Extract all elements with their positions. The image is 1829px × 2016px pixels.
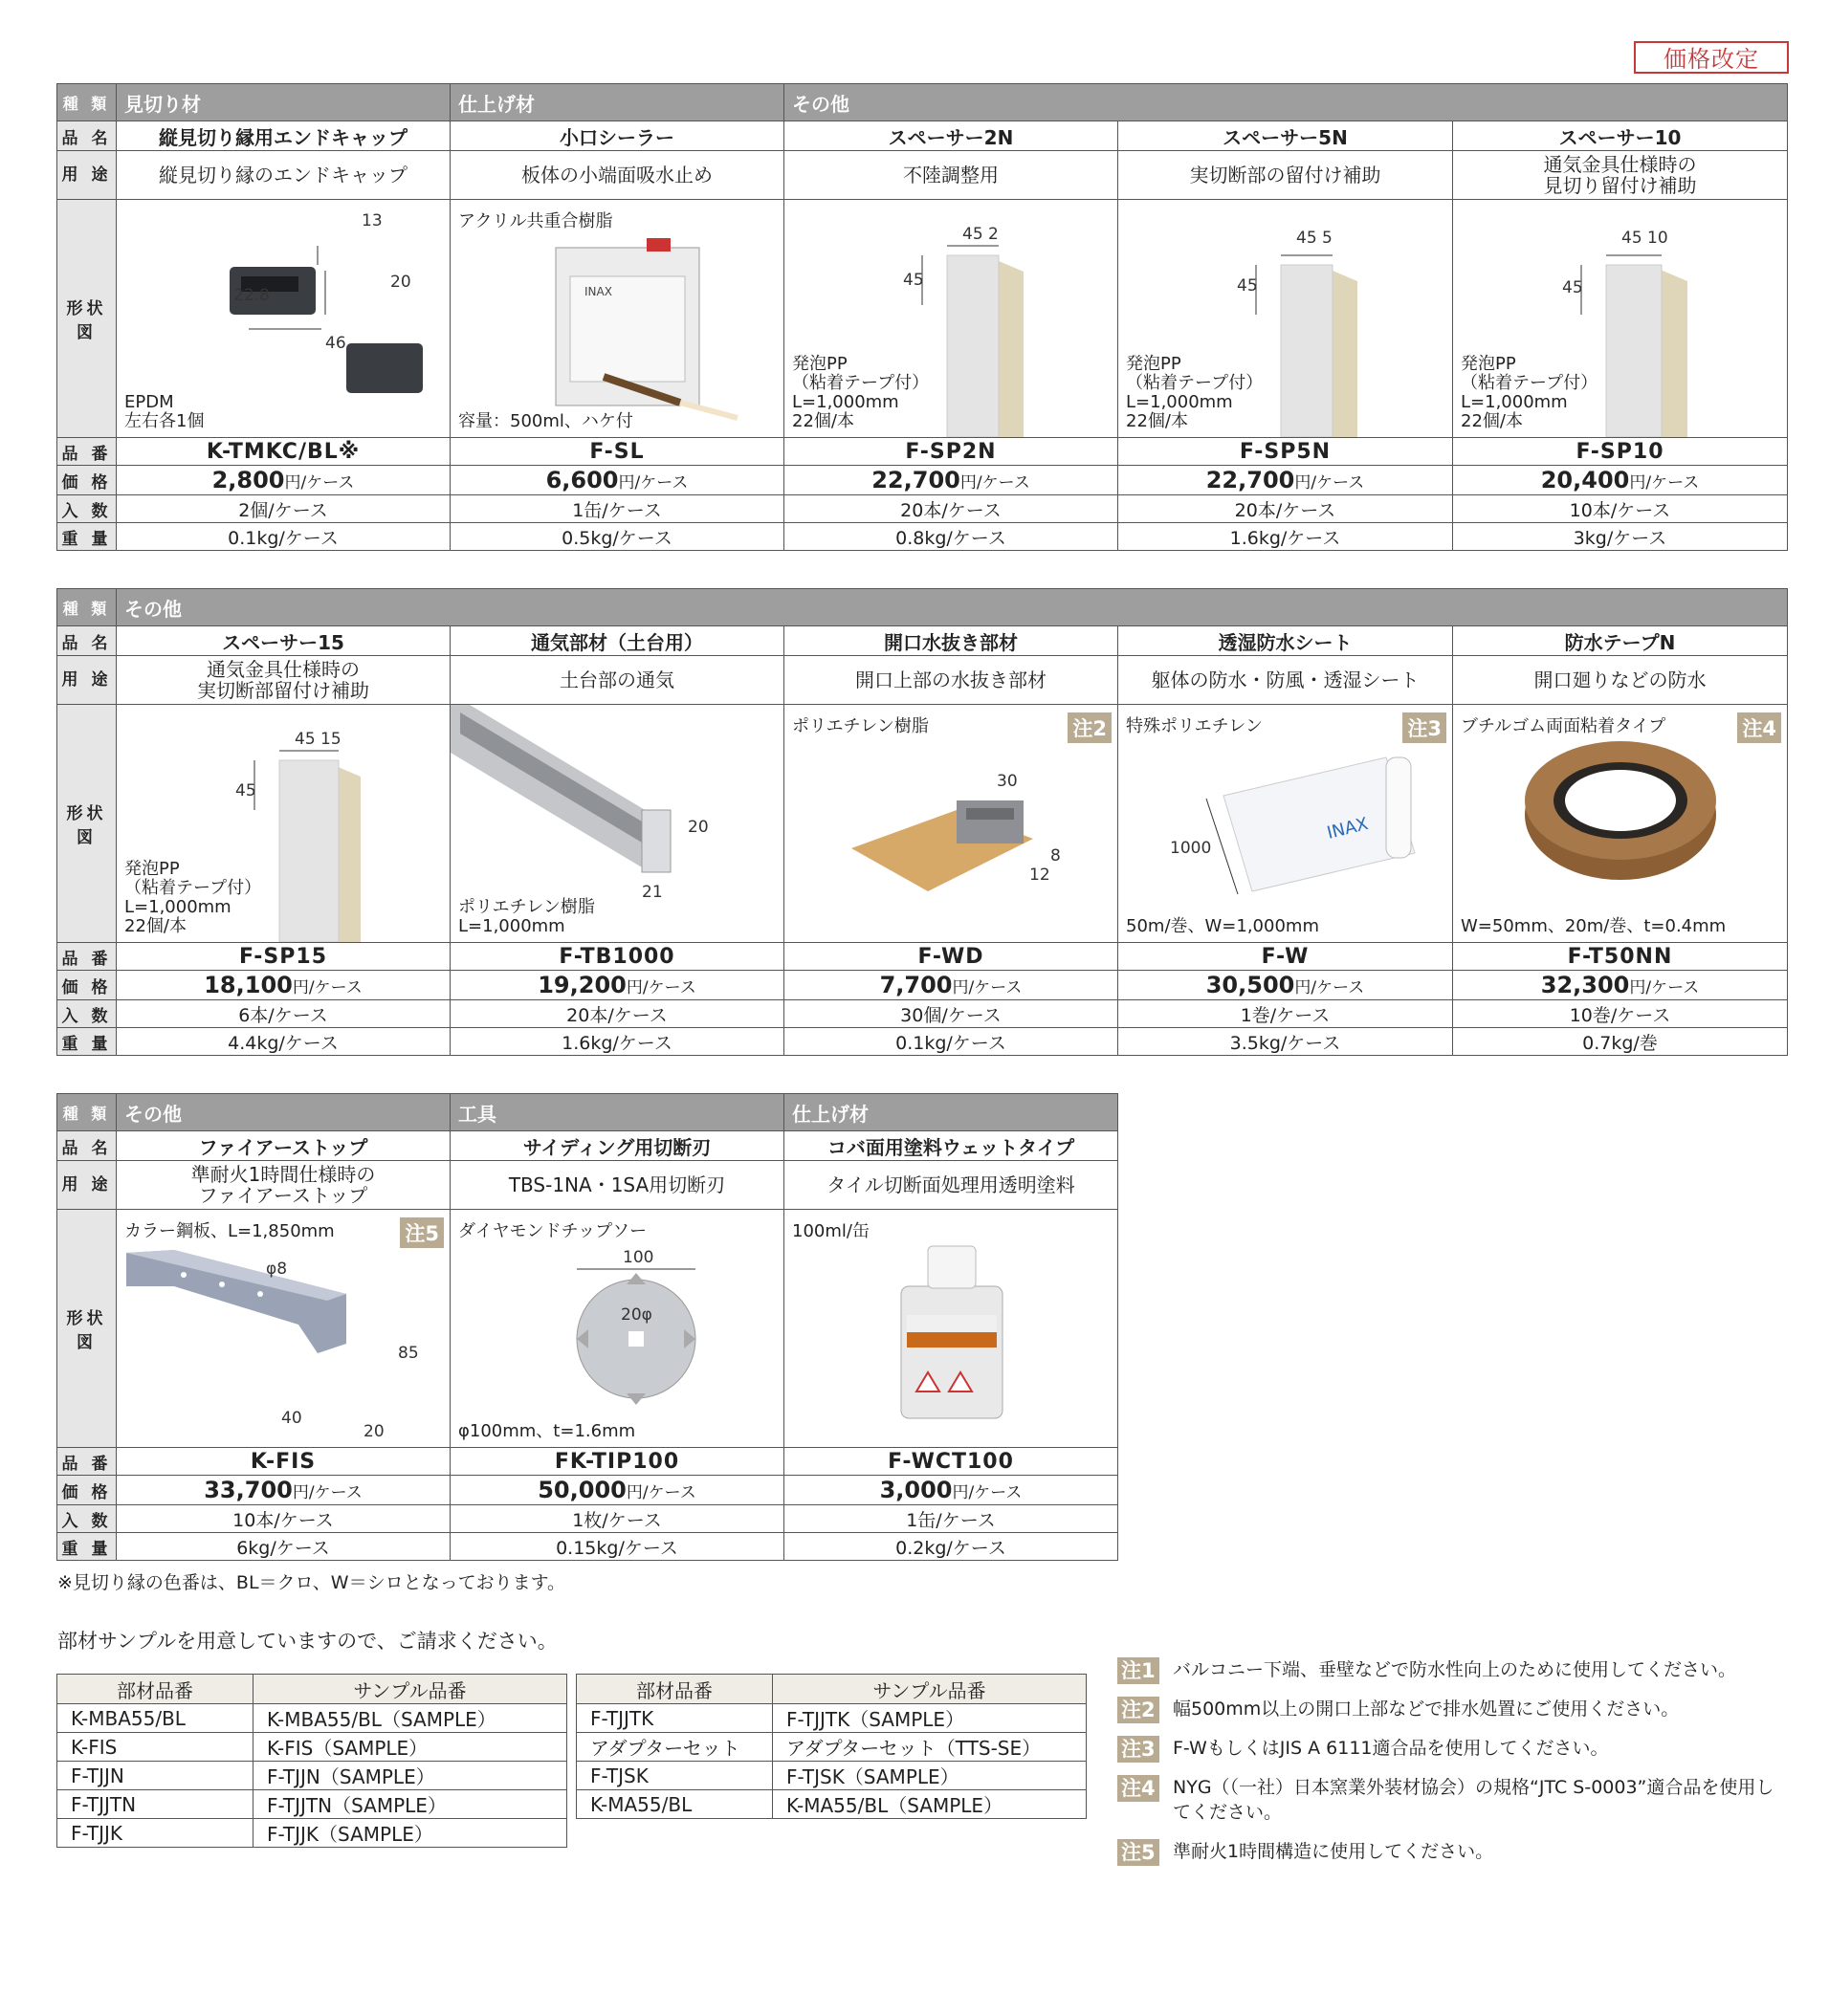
label-price: 価 格 bbox=[57, 971, 117, 1000]
product-qty: 1缶/ケース bbox=[784, 1505, 1118, 1533]
sample-section-title: 部材サンプルを用意していますので、ご請求ください。 bbox=[57, 1630, 558, 1653]
label-use: 用 途 bbox=[57, 1161, 117, 1210]
price-value: 6,600 bbox=[545, 467, 619, 493]
product-name: コバ面用塗料ウェットタイプ bbox=[784, 1131, 1118, 1161]
product-code: K-TMKC/BL※ bbox=[117, 438, 451, 466]
note-text: NYG（（一社）日本窯業外装材協会）の規格“JTC S-0003”適合品を使用してください。 bbox=[1173, 1777, 1774, 1823]
note-item bbox=[1117, 1697, 1787, 1721]
table-row bbox=[57, 1733, 567, 1762]
product-weight: 0.1kg/ケース bbox=[784, 1028, 1118, 1056]
product-name: 小口シーラー bbox=[451, 121, 784, 151]
label-weight: 重 量 bbox=[57, 1028, 117, 1056]
dim-label: 40 bbox=[281, 1409, 302, 1428]
product-note: アクリル共重合樹脂 bbox=[458, 211, 613, 231]
table-row bbox=[577, 1762, 1087, 1790]
note-item bbox=[1117, 1839, 1787, 1864]
note-text: バルコニー下端、垂壁などで防水性向上のために使用してください。 bbox=[1173, 1659, 1737, 1680]
product-code: F-TB1000 bbox=[451, 943, 784, 971]
note-item bbox=[1117, 1736, 1787, 1761]
product-price bbox=[451, 466, 784, 495]
price-value: 22,700 bbox=[1205, 467, 1295, 493]
product-name: スペーサー15 bbox=[117, 626, 451, 656]
note-tag: 注2 bbox=[1068, 712, 1112, 743]
product-weight: 1.6kg/ケース bbox=[451, 1028, 784, 1056]
product-use: 躯体の防水・防風・透湿シート bbox=[1118, 656, 1453, 705]
note-tag: 注1 bbox=[1117, 1657, 1159, 1684]
sealer-can-image bbox=[451, 200, 784, 437]
sample-number: F-TJJTN（SAMPLE） bbox=[253, 1790, 567, 1819]
product-use: タイル切断面処理用透明塗料 bbox=[784, 1161, 1118, 1210]
sample-number: K-MBA55/BL（SAMPLE） bbox=[253, 1704, 567, 1733]
shape-cell bbox=[1118, 200, 1453, 438]
header-part-number: 部材品番 bbox=[577, 1675, 773, 1704]
product-name: 縦見切り縁用エンドキャップ bbox=[117, 121, 451, 151]
label-weight: 重 量 bbox=[57, 1533, 117, 1561]
color-footnote: ※見切り縁の色番は、BL＝クロ、W＝シロとなっております。 bbox=[57, 1572, 566, 1593]
product-price bbox=[1453, 466, 1788, 495]
part-number: F-TJSK bbox=[577, 1762, 773, 1790]
note-tag: 注4 bbox=[1117, 1775, 1159, 1802]
label-use: 用 途 bbox=[57, 151, 117, 200]
price-value: 50,000 bbox=[538, 1477, 627, 1503]
label-type: 種 類 bbox=[57, 84, 117, 121]
sample-table-left bbox=[56, 1674, 567, 1848]
product-qty: 1缶/ケース bbox=[451, 495, 784, 523]
dim-label: 13 bbox=[362, 211, 383, 230]
product-note: 発泡PP （粘着テープ付） L=1,000mm 22個/本 bbox=[124, 859, 262, 936]
price-value: 19,200 bbox=[538, 972, 627, 998]
table-row bbox=[57, 1790, 567, 1819]
shape-cell bbox=[451, 1210, 784, 1448]
dim-label: 12 bbox=[1029, 866, 1050, 885]
type-cell: その他 bbox=[117, 589, 1788, 626]
note-text: 幅500mm以上の開口上部などで排水処置にご使用ください。 bbox=[1173, 1698, 1680, 1720]
product-use: 開口上部の水抜き部材 bbox=[784, 656, 1118, 705]
price-unit: 円/ケース bbox=[284, 473, 355, 493]
product-name: スペーサー2N bbox=[784, 121, 1118, 151]
product-code: F-SL bbox=[451, 438, 784, 466]
product-name: スペーサー5N bbox=[1118, 121, 1453, 151]
product-table-1 bbox=[56, 83, 1788, 551]
product-weight: 1.6kg/ケース bbox=[1118, 523, 1453, 551]
price-unit: 円/ケース bbox=[1294, 473, 1365, 493]
dim-label: 100 bbox=[623, 1248, 654, 1267]
product-note: 発泡PP （粘着テープ付） L=1,000mm 22個/本 bbox=[1126, 354, 1264, 431]
dim-label: 30 bbox=[997, 772, 1018, 791]
price-unit: 円/ケース bbox=[292, 978, 363, 997]
product-note: 発泡PP （粘着テープ付） L=1,000mm 22個/本 bbox=[1461, 354, 1598, 431]
label-code: 品 番 bbox=[57, 438, 117, 466]
product-price bbox=[117, 466, 451, 495]
label-qty: 入 数 bbox=[57, 1000, 117, 1028]
product-note: ブチルゴム両面粘着タイプ bbox=[1461, 716, 1666, 736]
price-value: 30,500 bbox=[1205, 972, 1295, 998]
product-qty: 20本/ケース bbox=[784, 495, 1118, 523]
product-note: ポリエチレン樹脂 bbox=[792, 716, 929, 736]
shape-cell bbox=[117, 200, 451, 438]
product-use: 不陸調整用 bbox=[784, 151, 1118, 200]
product-qty: 20本/ケース bbox=[1118, 495, 1453, 523]
product-note: ポリエチレン樹脂 L=1,000mm bbox=[458, 897, 595, 936]
note-text: 準耐火1時間構造に使用してください。 bbox=[1173, 1841, 1494, 1862]
dim-label: 45 bbox=[235, 781, 256, 800]
product-qty: 10巻/ケース bbox=[1453, 1000, 1788, 1028]
label-code: 品 番 bbox=[57, 943, 117, 971]
dim-label: 20φ bbox=[621, 1305, 652, 1325]
label-code: 品 番 bbox=[57, 1448, 117, 1476]
part-number: K-FIS bbox=[57, 1733, 253, 1762]
product-price bbox=[1118, 971, 1453, 1000]
note-text: F-WもしくはJIS A 6111適合品を使用してください。 bbox=[1173, 1738, 1609, 1759]
product-code: FK-TIP100 bbox=[451, 1448, 784, 1476]
price-value: 20,400 bbox=[1540, 467, 1630, 493]
dim-label: 20 bbox=[390, 273, 411, 292]
product-note: ダイヤモンドチップソー bbox=[458, 1221, 648, 1241]
product-price bbox=[784, 1476, 1118, 1505]
product-code: K-FIS bbox=[117, 1448, 451, 1476]
table-row bbox=[57, 1762, 567, 1790]
product-code: F-SP10 bbox=[1453, 438, 1788, 466]
label-shape: 形状図 bbox=[57, 200, 117, 438]
dim-label: 45 2 bbox=[962, 225, 999, 244]
sample-number: F-TJSK（SAMPLE） bbox=[773, 1762, 1087, 1790]
part-number: F-TJJN bbox=[57, 1762, 253, 1790]
product-weight: 4.4kg/ケース bbox=[117, 1028, 451, 1056]
part-number: アダプターセット bbox=[577, 1733, 773, 1762]
note-tag: 注5 bbox=[400, 1217, 444, 1248]
product-code: F-SP15 bbox=[117, 943, 451, 971]
price-unit: 円/ケース bbox=[952, 978, 1023, 997]
product-price bbox=[1118, 466, 1453, 495]
label-type: 種 類 bbox=[57, 1094, 117, 1131]
product-price bbox=[784, 971, 1118, 1000]
price-value: 32,300 bbox=[1540, 972, 1630, 998]
type-cell: 工具 bbox=[451, 1094, 784, 1131]
price-value: 18,100 bbox=[204, 972, 293, 998]
type-cell: その他 bbox=[784, 84, 1788, 121]
sample-number: F-TJJN（SAMPLE） bbox=[253, 1762, 567, 1790]
price-value: 7,700 bbox=[879, 972, 953, 998]
price-unit: 円/ケース bbox=[959, 473, 1030, 493]
price-unit: 円/ケース bbox=[952, 1483, 1023, 1502]
product-qty: 6本/ケース bbox=[117, 1000, 451, 1028]
product-qty: 10本/ケース bbox=[1453, 495, 1788, 523]
note-tag: 注3 bbox=[1402, 712, 1446, 743]
svg-text:INAX: INAX bbox=[584, 285, 612, 298]
sample-table-right bbox=[576, 1674, 1087, 1819]
paint-can-image bbox=[784, 1210, 1118, 1447]
price-value: 3,000 bbox=[879, 1477, 953, 1503]
product-weight: 0.7kg/巻 bbox=[1453, 1028, 1788, 1056]
product-price bbox=[117, 1476, 451, 1505]
product-name: 透湿防水シート bbox=[1118, 626, 1453, 656]
label-type: 種 類 bbox=[57, 589, 117, 626]
product-table-2 bbox=[56, 588, 1788, 1056]
product-table-3 bbox=[56, 1093, 1118, 1561]
note-item bbox=[1117, 1657, 1787, 1682]
label-price: 価 格 bbox=[57, 1476, 117, 1505]
type-cell: 仕上げ材 bbox=[784, 1094, 1118, 1131]
product-name: 防水テープN bbox=[1453, 626, 1788, 656]
product-note: φ100mm、t=1.6mm bbox=[458, 1421, 636, 1441]
product-price bbox=[1453, 971, 1788, 1000]
dim-label: 45 bbox=[1237, 276, 1258, 296]
product-note: 50m/巻、W=1,000mm bbox=[1126, 916, 1319, 936]
product-use: TBS-1NA・1SA用切断刃 bbox=[451, 1161, 784, 1210]
table-row bbox=[577, 1790, 1087, 1819]
note-tag: 注4 bbox=[1737, 712, 1781, 743]
product-price bbox=[451, 1476, 784, 1505]
product-qty: 20本/ケース bbox=[451, 1000, 784, 1028]
product-price bbox=[117, 971, 451, 1000]
product-name: 通気部材（土台用） bbox=[451, 626, 784, 656]
product-use: 土台部の通気 bbox=[451, 656, 784, 705]
table-row bbox=[577, 1704, 1087, 1733]
note-tag: 注5 bbox=[1117, 1839, 1159, 1866]
shape-cell bbox=[784, 200, 1118, 438]
sample-number: アダプターセット（TTS-SE） bbox=[773, 1733, 1087, 1762]
product-use: 準耐火1時間仕様時の ファイアーストップ bbox=[117, 1161, 451, 1210]
dim-label: 45 10 bbox=[1621, 229, 1668, 248]
type-cell: その他 bbox=[117, 1094, 451, 1131]
dim-label: 20 bbox=[364, 1422, 385, 1441]
product-use: 実切断部の留付け補助 bbox=[1118, 151, 1453, 200]
type-cell: 仕上げ材 bbox=[451, 84, 784, 121]
product-use: 縦見切り縁のエンドキャップ bbox=[117, 151, 451, 200]
sample-number: F-TJJK（SAMPLE） bbox=[253, 1819, 567, 1848]
notes-list bbox=[1117, 1657, 1787, 1878]
dim-label: 8 bbox=[1050, 846, 1061, 866]
price-unit: 円/ケース bbox=[626, 978, 696, 997]
table-row bbox=[57, 1704, 567, 1733]
shape-cell bbox=[117, 705, 451, 943]
part-number: F-TJJK bbox=[57, 1819, 253, 1848]
shape-cell bbox=[451, 200, 784, 438]
price-unit: 円/ケース bbox=[1629, 978, 1700, 997]
label-shape: 形状図 bbox=[57, 1210, 117, 1448]
product-weight: 0.1kg/ケース bbox=[117, 523, 451, 551]
product-note: 発泡PP （粘着テープ付） L=1,000mm 22個/本 bbox=[792, 354, 930, 431]
product-note: 容量：500ml、ハケ付 bbox=[458, 411, 633, 431]
product-weight: 6kg/ケース bbox=[117, 1533, 451, 1561]
dim-label: φ8 bbox=[266, 1260, 288, 1279]
product-note: 100ml/缶 bbox=[792, 1221, 870, 1241]
product-code: F-SP2N bbox=[784, 438, 1118, 466]
sample-number: K-MA55/BL（SAMPLE） bbox=[773, 1790, 1087, 1819]
label-name: 品 名 bbox=[57, 1131, 117, 1161]
dim-label: 1000 bbox=[1170, 839, 1212, 858]
sample-number: F-TJJTK（SAMPLE） bbox=[773, 1704, 1087, 1733]
saw-blade-image bbox=[451, 1210, 784, 1447]
product-weight: 0.5kg/ケース bbox=[451, 523, 784, 551]
product-note: EPDM 左右各1個 bbox=[124, 392, 205, 431]
shape-cell bbox=[1453, 705, 1788, 943]
label-use: 用 途 bbox=[57, 656, 117, 705]
product-code: F-W bbox=[1118, 943, 1453, 971]
svg-text:INAX: INAX bbox=[1325, 813, 1371, 844]
product-use: 開口廻りなどの防水 bbox=[1453, 656, 1788, 705]
dim-label: 45 bbox=[903, 271, 924, 290]
note-tag: 注2 bbox=[1117, 1697, 1159, 1723]
shape-cell bbox=[784, 1210, 1118, 1448]
dim-label: 45 5 bbox=[1296, 229, 1333, 248]
price-revision-badge: 価格改定 bbox=[1634, 41, 1789, 74]
product-weight: 3kg/ケース bbox=[1453, 523, 1788, 551]
product-qty: 1枚/ケース bbox=[451, 1505, 784, 1533]
product-note: W=50mm、20m/巻、t=0.4mm bbox=[1461, 916, 1727, 936]
dim-label: 21 bbox=[642, 883, 663, 902]
shape-cell bbox=[1118, 705, 1453, 943]
header-part-number: 部材品番 bbox=[57, 1675, 253, 1704]
product-note: 特殊ポリエチレン bbox=[1126, 716, 1263, 736]
shape-cell bbox=[451, 705, 784, 943]
product-note: カラー鋼板、L=1,850mm bbox=[124, 1221, 335, 1241]
label-qty: 入 数 bbox=[57, 1505, 117, 1533]
product-weight: 0.2kg/ケース bbox=[784, 1533, 1118, 1561]
note-tag: 注3 bbox=[1117, 1736, 1159, 1763]
product-weight: 3.5kg/ケース bbox=[1118, 1028, 1453, 1056]
product-code: F-WCT100 bbox=[784, 1448, 1118, 1476]
product-use: 通気金具仕様時の 見切り留付け補助 bbox=[1453, 151, 1788, 200]
dim-label: 45 15 bbox=[295, 730, 342, 749]
product-name: スペーサー10 bbox=[1453, 121, 1788, 151]
note-item bbox=[1117, 1775, 1787, 1825]
dim-label: 20 bbox=[688, 818, 709, 837]
part-number: F-TJJTK bbox=[577, 1704, 773, 1733]
product-price bbox=[784, 466, 1118, 495]
header-sample-number: サンプル品番 bbox=[253, 1675, 567, 1704]
product-qty: 30個/ケース bbox=[784, 1000, 1118, 1028]
shape-cell bbox=[117, 1210, 451, 1448]
label-qty: 入 数 bbox=[57, 495, 117, 523]
table-row bbox=[577, 1733, 1087, 1762]
product-qty: 1巻/ケース bbox=[1118, 1000, 1453, 1028]
dim-label: 45 bbox=[1562, 278, 1583, 297]
product-weight: 0.8kg/ケース bbox=[784, 523, 1118, 551]
price-value: 33,700 bbox=[204, 1477, 293, 1503]
shape-cell bbox=[1453, 200, 1788, 438]
price-unit: 円/ケース bbox=[292, 1483, 363, 1502]
dim-label: 85 bbox=[398, 1344, 419, 1363]
part-number: F-TJJTN bbox=[57, 1790, 253, 1819]
part-number: K-MA55/BL bbox=[577, 1790, 773, 1819]
label-shape: 形状図 bbox=[57, 705, 117, 943]
price-unit: 円/ケース bbox=[618, 473, 689, 493]
label-weight: 重 量 bbox=[57, 523, 117, 551]
label-price: 価 格 bbox=[57, 466, 117, 495]
product-weight: 0.15kg/ケース bbox=[451, 1533, 784, 1561]
sample-number: K-FIS（SAMPLE） bbox=[253, 1733, 567, 1762]
table-row bbox=[57, 1819, 567, 1848]
shape-cell bbox=[784, 705, 1118, 943]
type-cell: 見切り材 bbox=[117, 84, 451, 121]
product-code: F-SP5N bbox=[1118, 438, 1453, 466]
product-price bbox=[451, 971, 784, 1000]
product-qty: 2個/ケース bbox=[117, 495, 451, 523]
product-name: 開口水抜き部材 bbox=[784, 626, 1118, 656]
product-qty: 10本/ケース bbox=[117, 1505, 451, 1533]
price-unit: 円/ケース bbox=[1629, 473, 1700, 493]
price-value: 22,700 bbox=[871, 467, 960, 493]
product-use: 通気金具仕様時の 実切断部留付け補助 bbox=[117, 656, 451, 705]
price-value: 2,800 bbox=[211, 467, 285, 493]
dim-label: 46 bbox=[325, 334, 346, 353]
product-code: F-WD bbox=[784, 943, 1118, 971]
product-name: ファイアーストップ bbox=[117, 1131, 451, 1161]
product-code: F-T50NN bbox=[1453, 943, 1788, 971]
part-number: K-MBA55/BL bbox=[57, 1704, 253, 1733]
header-sample-number: サンプル品番 bbox=[773, 1675, 1087, 1704]
label-name: 品 名 bbox=[57, 626, 117, 656]
price-unit: 円/ケース bbox=[626, 1483, 696, 1502]
price-unit: 円/ケース bbox=[1294, 978, 1365, 997]
dim-label: 22.8 bbox=[233, 286, 270, 305]
label-name: 品 名 bbox=[57, 121, 117, 151]
product-use: 板体の小端面吸水止め bbox=[451, 151, 784, 200]
product-name: サイディング用切断刃 bbox=[451, 1131, 784, 1161]
